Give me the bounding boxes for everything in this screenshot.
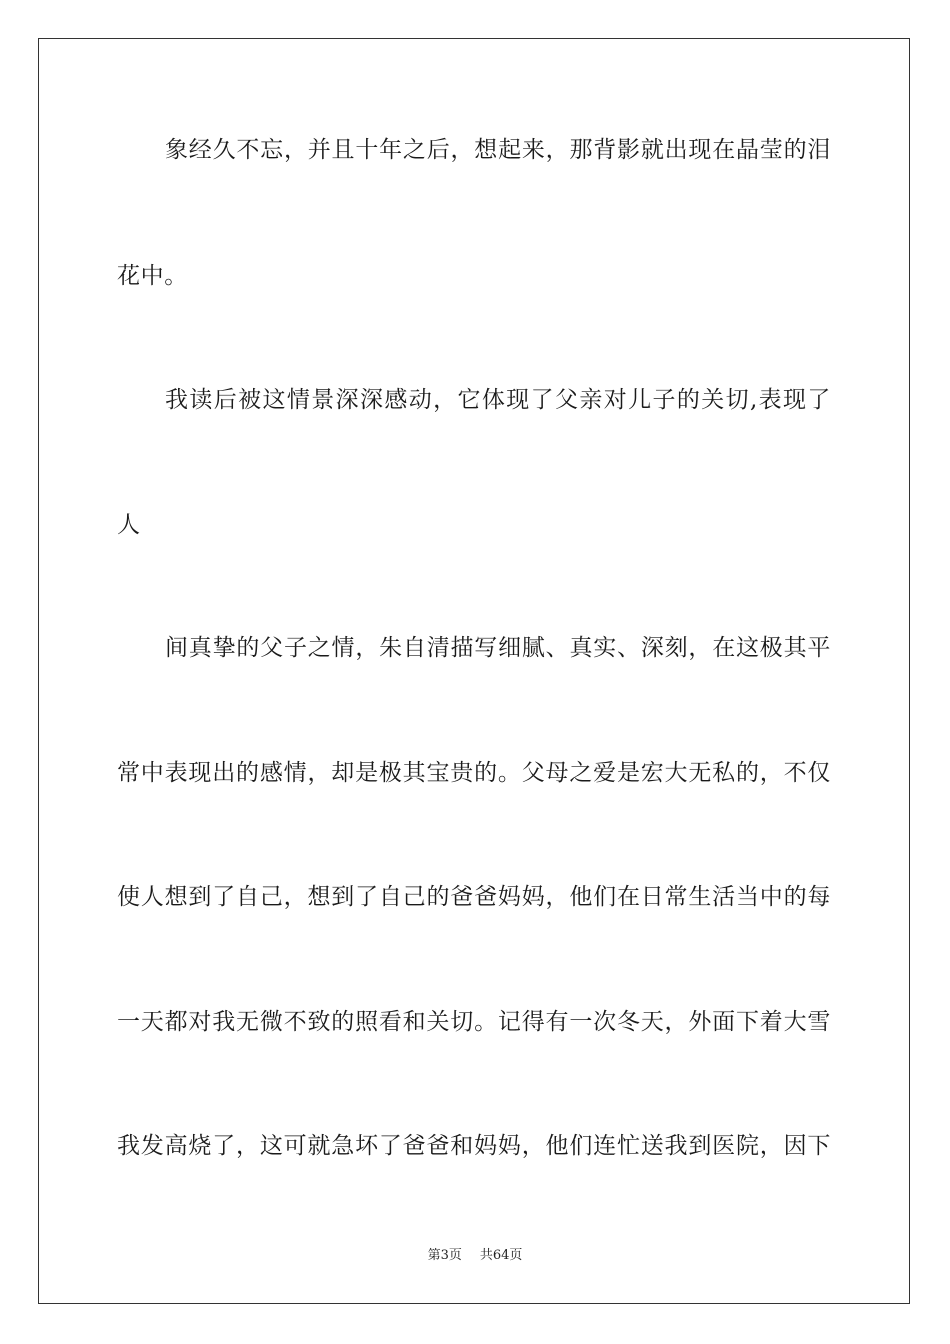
text-line: 我读后被这情景深深感动，它体现了父亲对儿子的关切,表现了 bbox=[165, 387, 831, 413]
text-line: 人 bbox=[117, 512, 141, 538]
text-line: 常中表现出的感情，却是极其宝贵的。父母之爱是宏大无私的，不仅 bbox=[117, 760, 831, 786]
text-line: 象经久不忘，并且十年之后，想起来，那背影就出现在晶莹的泪 bbox=[165, 137, 831, 163]
text-line: 使人想到了自己，想到了自己的爸爸妈妈，他们在日常生活当中的每 bbox=[117, 884, 831, 910]
page-border bbox=[38, 38, 910, 1304]
page-footer bbox=[0, 1246, 950, 1266]
text-line: 花中。 bbox=[117, 263, 188, 289]
text-line: 我发高烧了，这可就急坏了爸爸和妈妈，他们连忙送我到医院，因下 bbox=[117, 1133, 831, 1159]
text-line: 间真挚的父子之情，朱自清描写细腻、真实、深刻，在这极其平 bbox=[165, 635, 831, 661]
current-page-label: 第3页 bbox=[427, 1248, 462, 1263]
total-pages-label: 共64页 bbox=[479, 1248, 523, 1263]
text-line: 一天都对我无微不致的照看和关切。记得有一次冬天，外面下着大雪 bbox=[117, 1009, 831, 1035]
